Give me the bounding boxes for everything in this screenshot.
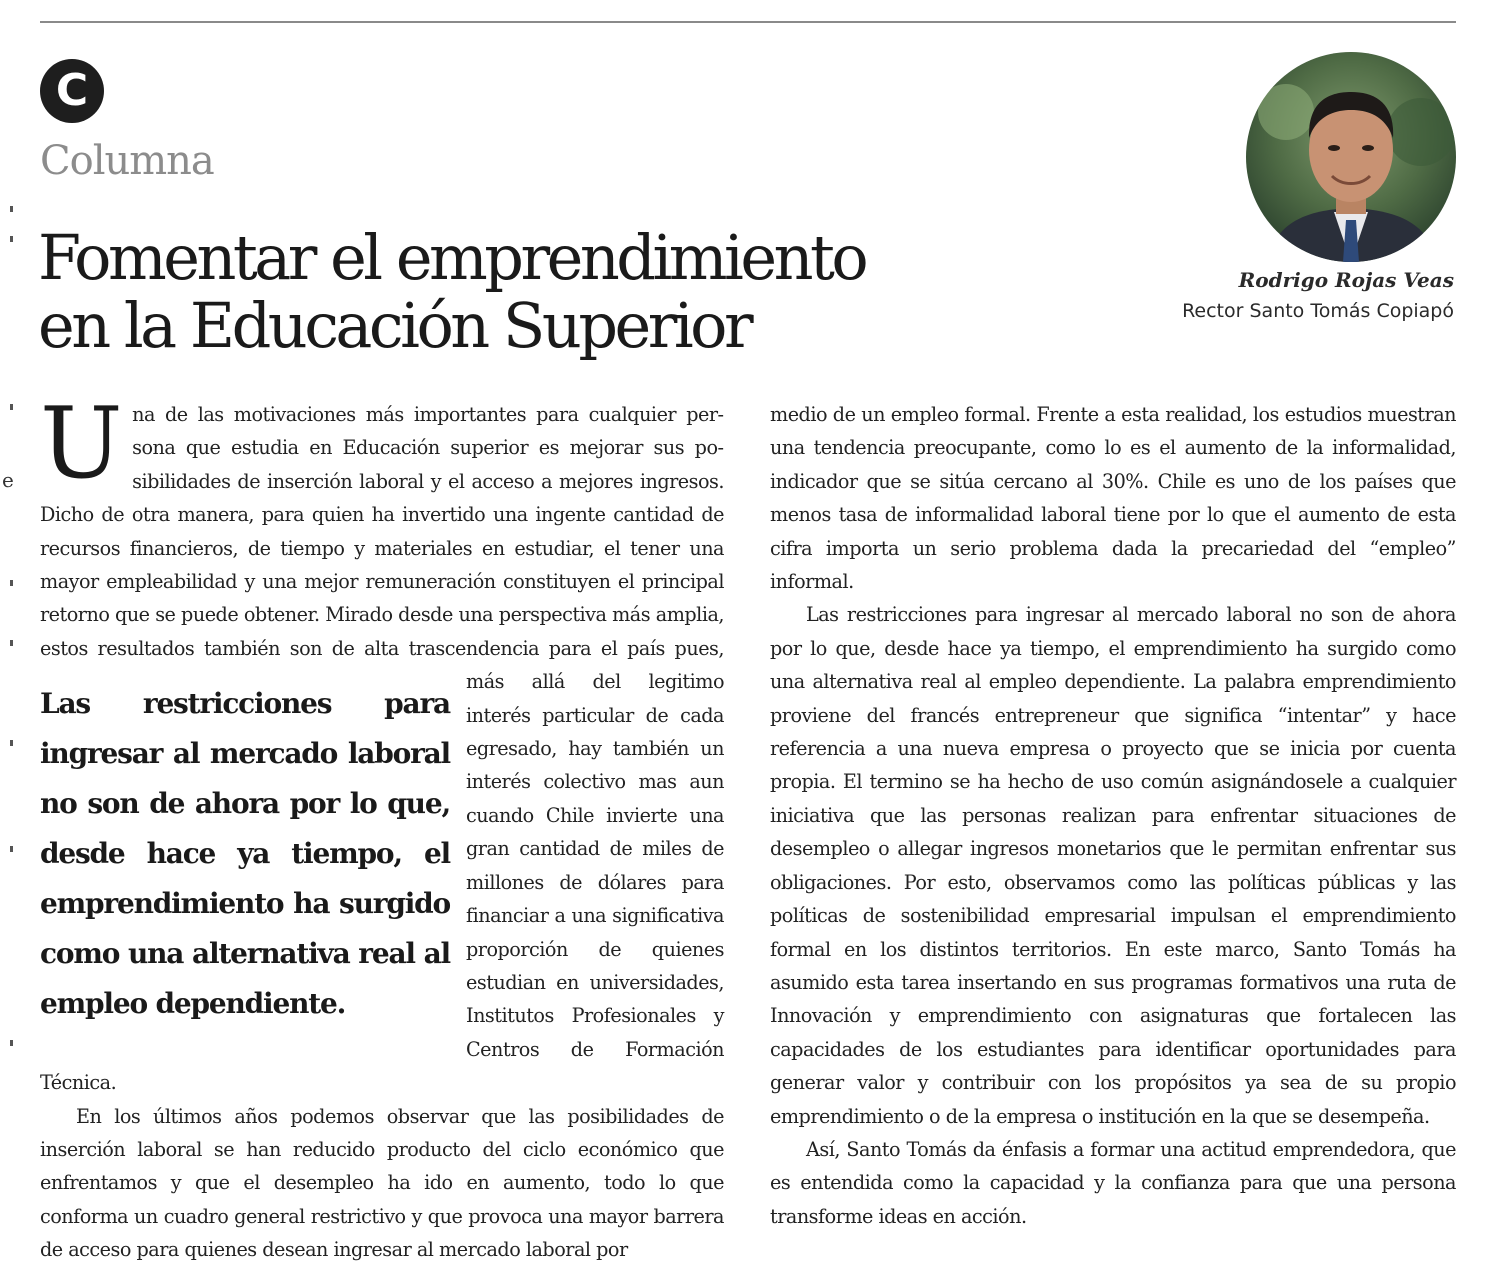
margin-fragment: e [2, 468, 14, 492]
adjacent-page-edge [0, 0, 16, 1288]
column-badge: C [40, 59, 104, 123]
author-role: Rector Santo Tomás Copiapó [1182, 300, 1454, 322]
pull-quote: Las restricciones para ingresar al mercado laboral no son de ahora por lo que, desde hace ya tiempo, el emprendimiento ha surgido como una alternativa real al empleo dependiente. [40, 687, 450, 1021]
article-paragraph: Las restricciones para ingresar al mercado laboral no son de ahora por lo que, desde hace ya tiempo, el emprendimiento ha surgido como una alternativa real al empleo dependiente. La palabra emprendimiento proviene del francés entrepreneur que significa “intentar” y hace referencia a una nueva empresa o proyecto que se inicia por cuenta propia. El termino se ha hecho de uso común asignándosele a cualquier iniciativa que las personas realizan para enfrentar situaciones de desempleo o allegar ingresos monetarios que le permitan enfrentar sus obligaciones. Por esto, observamos como las políticas públicas y las políticas de sostenibilidad empresarial impulsan el emprendimiento formal en los distintos territorios. En este marco, Santo Tomás ha asumido esta tarea insertando en sus programas formativos una ruta de Innovación y emprendimiento con asignaturas que fortalecen las capacidades de los estudiantes para identificar oportunidades para generar valor y contribuir con los propósitos ya sea de su propio emprendimiento o de la empresa o institución en la que se desempeña. [770, 603, 1456, 1128]
article-paragraph: medio de un empleo formal. Frente a esta realidad, los estudios muestran una tendencia preocupante, como lo es el aumento de la informalidad, indicador que se sitúa cercano al 30%. Chile es uno de los países que menos tasa de informalidad laboral tiene por lo que el aumento de esta cifra importa un serio problema dada la precariedad del “empleo” informal. [770, 403, 1456, 594]
top-rule [40, 21, 1456, 23]
article-paragraph: Así, Santo Tomás da énfasis a formar una actitud emprendedora, que es entendida como la capacidad y la confianza para que una persona transforme ideas en acción. [770, 1137, 1456, 1228]
article-paragraph [40, 387, 724, 1100]
author-portrait-icon [1246, 52, 1456, 262]
author-name: Rodrigo Rojas Veas [1238, 268, 1454, 292]
paragraph-text-after-quote: cendencia para el país pues, más allá del legitimo interés particular de cada egresado, hay también un interés colectivo mas aun cuando Chile invierte una gran cantidad de miles de millones de dólares para financiar a una significativa proporción de quienes estudian en universidades, Institutos Profesionales y Centros de Formación Técnica. [40, 636, 724, 1095]
headline: Fomentar el emprendimiento en la Educación Superior [38, 221, 866, 362]
article-column-left [40, 387, 724, 1267]
paragraph-text-before-quote: na de las motivaciones más importantes para cualquier persona que estudia en Educación superior es mejorar sus posibilidades de inserción laboral y el acceso a mejores ingresos. Dicho de otra manera, para quien ha invertido una ingente cantidad de recursos financieros, de tiempo y materiales en estudiar, el tener una mayor empleabilidad y una mejor remuneración constituyen el principal retorno que se puede obtener. Mirado desde una perspectiva más amplia, estos resultados también son de alta tras [40, 403, 724, 660]
article-column-right [770, 398, 1456, 1233]
drop-cap: U [40, 387, 123, 501]
article-paragraph: En los últimos años podemos observar que las posibilidades de inserción laboral se han reducido producto del ciclo económico que enfrentamos y que el desempleo ha ido en aumento, todo lo que conforma un cuadro general restrictivo y que provoca una mayor barrera de acceso para quienes desean ingresar al mercado laboral por [40, 1104, 724, 1262]
section-label: Columna [40, 138, 214, 184]
author-photo [1246, 52, 1456, 262]
